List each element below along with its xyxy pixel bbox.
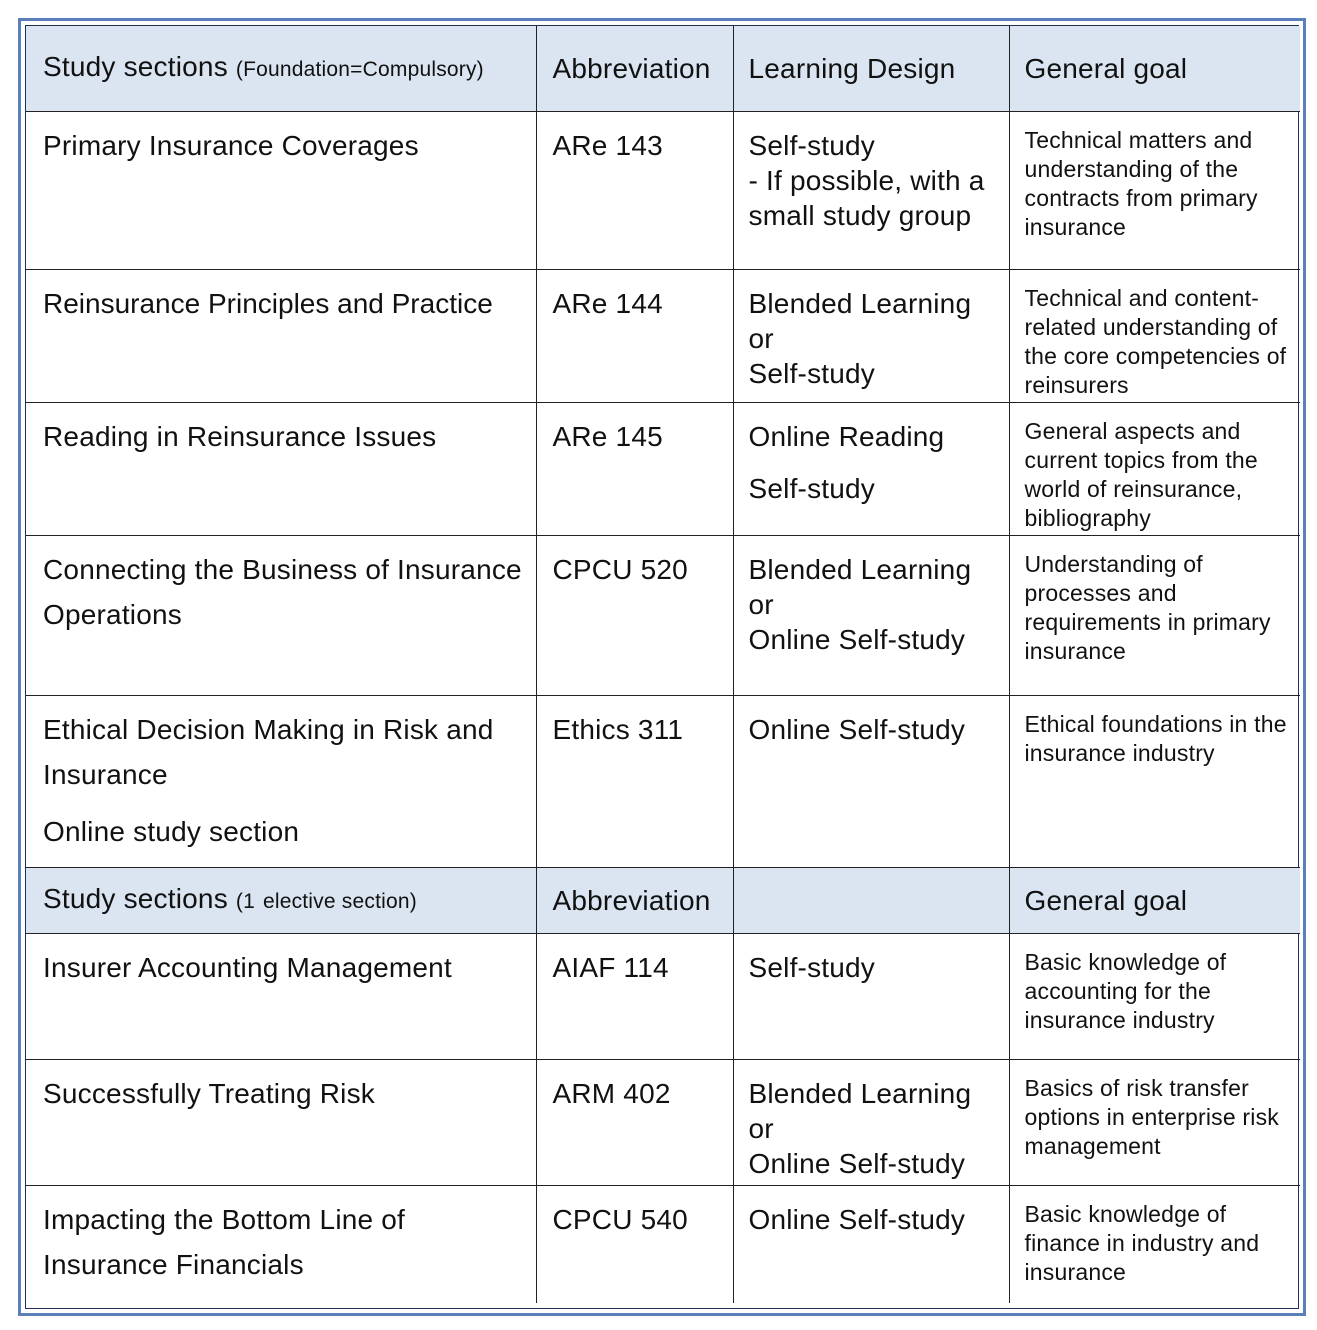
learning-design — [733, 402, 1009, 535]
table-row — [26, 111, 1300, 269]
section-name: Primary Insurance Coverages — [26, 111, 536, 269]
general-goal: Technical matters and understanding of the contracts from primary insurance — [1009, 111, 1300, 269]
header-section-label: Study sections — [43, 883, 228, 914]
header-section-note: (Foundation=Compulsory) — [235, 58, 484, 82]
learning-design — [733, 269, 1009, 402]
header-section-note-num: (1 — [235, 890, 255, 913]
abbreviation: ARe 144 — [536, 269, 733, 402]
general-goal: Basic knowledge of accounting for the insurance industry — [1009, 933, 1300, 1059]
abbreviation: AIAF 114 — [536, 933, 733, 1059]
learning-design — [733, 535, 1009, 695]
header-row-elective — [26, 867, 1300, 933]
section-cell — [26, 695, 536, 867]
table-row — [26, 402, 1300, 535]
header-general-goal: General goal — [1009, 26, 1300, 111]
header-study-sections — [26, 26, 536, 111]
general-goal: Basic knowledge of finance in industry and insurance — [1009, 1185, 1300, 1303]
general-goal: Ethical foundations in the insurance industry — [1009, 695, 1300, 867]
design-line: small study group — [748, 199, 972, 231]
learning-design: Self-study — [733, 933, 1009, 1059]
header-abbreviation: Abbreviation — [536, 26, 733, 111]
design-line: or — [748, 322, 774, 354]
design-line: or — [748, 1112, 774, 1144]
section-name: Insurer Accounting Management — [26, 933, 536, 1059]
abbreviation: ARe 143 — [536, 111, 733, 269]
header-abbreviation: Abbreviation — [536, 867, 733, 933]
abbreviation: Ethics 311 — [536, 695, 733, 867]
table-row — [26, 535, 1300, 695]
header-learning-design: Learning Design — [733, 26, 1009, 111]
header-learning-design — [733, 867, 1009, 933]
design-line: Self-study — [748, 129, 875, 161]
learning-design — [733, 111, 1009, 269]
abbreviation: CPCU 540 — [536, 1185, 733, 1303]
table-row — [26, 269, 1300, 402]
header-general-goal: General goal — [1009, 867, 1300, 933]
design-line: Online Reading — [748, 420, 945, 452]
design-line: Self-study — [748, 472, 875, 504]
section-name: Ethical Decision Making in Risk and Insurance — [43, 713, 494, 790]
header-row-compulsory — [26, 26, 1300, 111]
abbreviation: ARM 402 — [536, 1059, 733, 1185]
design-line: Online Self-study — [748, 1147, 966, 1179]
general-goal: Understanding of processes and requirements in primary insurance — [1009, 535, 1300, 695]
design-line: Blended Learning — [748, 287, 972, 319]
section-name: Reading in Reinsurance Issues — [26, 402, 536, 535]
learning-design — [733, 1059, 1009, 1185]
design-line: or — [748, 588, 774, 620]
design-line: Blended Learning — [748, 553, 972, 585]
general-goal: Technical and content-related understanding of the core competencies of reinsurers — [1009, 269, 1300, 402]
design-line: Self-study — [748, 357, 875, 389]
table-row — [26, 695, 1300, 867]
design-line: Online Self-study — [748, 623, 966, 655]
section-name: Connecting the Business of Insurance Operations — [26, 535, 536, 695]
header-section-label: Study sections — [43, 51, 228, 83]
table-row — [26, 1185, 1300, 1303]
table-row — [26, 1059, 1300, 1185]
section-note: Online study section — [43, 815, 300, 847]
table-inner-border — [25, 25, 1299, 1309]
design-line: Blended Learning — [748, 1077, 972, 1109]
study-sections-table — [26, 26, 1300, 1303]
header-study-sections — [26, 867, 536, 933]
section-name: Impacting the Bottom Line of Insurance Financials — [26, 1185, 536, 1303]
design-line: - If possible, with a — [748, 164, 985, 196]
header-section-note: elective section) — [262, 890, 417, 913]
abbreviation: ARe 145 — [536, 402, 733, 535]
section-name: Successfully Treating Risk — [26, 1059, 536, 1185]
table-row — [26, 933, 1300, 1059]
learning-design: Online Self-study — [733, 695, 1009, 867]
general-goal: Basics of risk transfer options in enterprise risk management — [1009, 1059, 1300, 1185]
section-name: Reinsurance Principles and Practice — [26, 269, 536, 402]
table-frame — [18, 18, 1306, 1316]
general-goal: General aspects and current topics from the world of reinsurance, bibliography — [1009, 402, 1300, 535]
learning-design: Online Self-study — [733, 1185, 1009, 1303]
abbreviation: CPCU 520 — [536, 535, 733, 695]
